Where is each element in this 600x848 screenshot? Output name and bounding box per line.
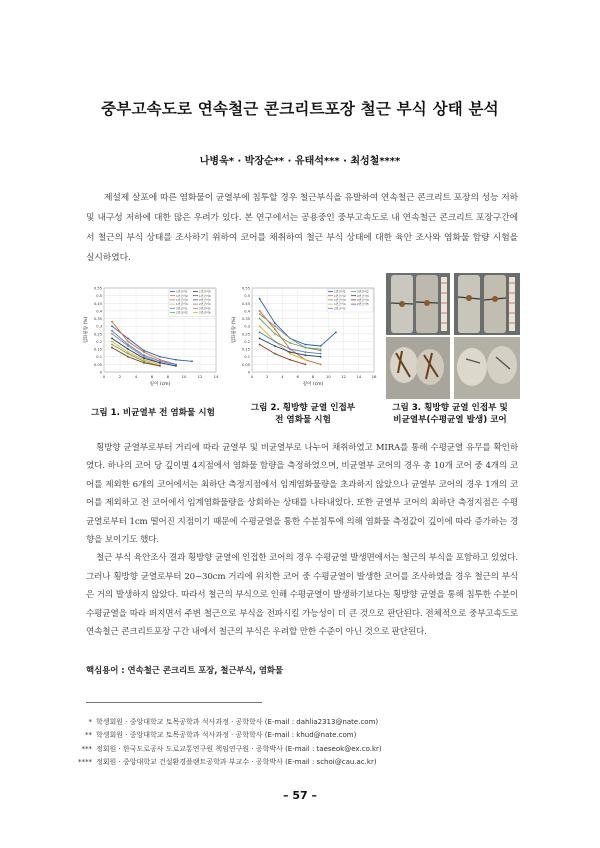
core-photo-left [386, 273, 450, 399]
core-photo-right [454, 273, 520, 399]
x-tick-label: 14 [213, 374, 219, 379]
figure-3-photos [384, 273, 522, 401]
footnotes [60, 716, 540, 770]
page-title: 중부고속도로 연속철근 콘크리트포장 철근 부식 상태 분석 [101, 100, 499, 118]
y-tick-label: 0.35 [241, 317, 250, 322]
x-tick-label: 10 [325, 374, 331, 379]
data-point [127, 344, 129, 346]
legend-entry: 1번코어3 [334, 298, 346, 302]
y-tick-label: 0.2 [96, 339, 102, 344]
data-point [111, 325, 113, 327]
footnote-1 [60, 716, 540, 729]
figure-3-caption-line-1: 그림 3. 횡방향 균열 인접부 및 [392, 403, 508, 413]
y-axis-label: 염화물량 (%) [84, 316, 89, 344]
footnote-3 [60, 743, 540, 756]
footnote-mark: **** [78, 758, 92, 767]
data-point [127, 348, 129, 350]
legend-entry: 2번코어4 [199, 302, 211, 307]
y-tick-label: 0.1 [96, 355, 102, 360]
data-point [191, 360, 193, 362]
data-point [111, 333, 113, 335]
data-point [274, 333, 276, 335]
data-point [175, 365, 177, 367]
data-point [304, 359, 306, 361]
x-tick-label: 0 [250, 374, 254, 379]
legend-entry: 1번코어3 [176, 298, 188, 302]
legend-entry: 1번코어1 [334, 289, 346, 294]
figure-3-caption-line-2: 비균열부(수평균열 발생) 코어 [393, 415, 507, 425]
chart-2-svg [230, 284, 380, 394]
x-tick-label: 4 [281, 374, 284, 379]
data-point [127, 353, 129, 355]
y-tick-label: 0.4 [96, 309, 102, 314]
data-point [143, 357, 145, 359]
data-point [274, 328, 276, 330]
data-point [143, 351, 145, 353]
x-tick-label: 8 [166, 374, 170, 379]
data-point [289, 351, 291, 353]
x-tick-label: 10 [181, 374, 187, 379]
x-tick-label: 6 [150, 374, 154, 379]
legend-entry: 2번코어1 [176, 306, 188, 311]
y-tick-label: 0.45 [241, 301, 250, 306]
data-point [304, 351, 306, 353]
data-point [289, 342, 291, 344]
data-point [289, 359, 291, 361]
data-point [111, 338, 113, 340]
data-point [304, 354, 306, 356]
body-paragraph-1: 횡방향 균열부로부터 거리에 따라 균열부 및 비균열부로 나누어 채취하였고 MIRA를 통해 수평균열 유무를 확인하였다. 하나의 코어 당 깊이별 4지점에서 염화물 함량을 측정하였으며, 비균열부 코어의 경우 총 10개 코어 중 4개의 코어를 제외한 6개의 코어에서는 최하단 측정지점에서 임계염화물량을 초과하지 않았으나 균열부 코어의 경우 1개의 코어를 제외하고 전 코어에서 임계염화물량을 상회하는 상태를 나타내었다. 또한 균열부 코어의 최하단 측정지점은 수평균열로부터 1cm 떨어진 지점이기 때문에 수평균열을 통한 수분침투에 의해 염화물 측정값이 깊이에 따라 증가하는 경향을 보이기도 했다. [86, 443, 518, 546]
y-tick-label: 0 [247, 370, 250, 375]
figure-2-caption [238, 402, 368, 426]
y-tick-label: 0.55 [93, 286, 102, 291]
abstract: 제설제 살포에 따른 염화물이 균열부에 침투할 경우 철근부식을 유발하여 연속철근 콘크리트 포장의 성능 저하 및 내구성 저하에 대한 많은 우려가 있다. 본 연구에서는 공용중인 중부고속도로 내 연속철근 콘크리트 포장구간에서 철근의 부식 상태를 조사하기 위하여 코어를 채취하여 철근 부식 상태에 대한 육안 조사와 염화물 함량 시험을 실시하였다. [86, 193, 518, 263]
data-point [320, 363, 322, 365]
data-point [111, 321, 113, 323]
data-point [289, 348, 291, 350]
y-tick-label: 0.05 [241, 362, 250, 367]
figure-2-caption-line-2: 전 염화물 시험 [275, 415, 331, 425]
data-point [175, 359, 177, 361]
legend-entry: 1번코어4 [176, 302, 188, 307]
x-tick-label: 12 [197, 374, 203, 379]
data-point [259, 338, 261, 340]
data-point [274, 322, 276, 324]
legend-entry: 1번코어2 [334, 293, 346, 298]
legend-entry: 1번코어2 [176, 293, 188, 298]
data-point [320, 356, 322, 358]
data-point [259, 318, 261, 320]
legend-entry: 2번코어3 [199, 298, 211, 302]
y-axis-label: 염화물량 (%) [232, 316, 237, 344]
data-point [259, 298, 261, 300]
x-axis-label: 깊이 (cm) [149, 382, 171, 387]
figure-3-caption [382, 402, 518, 426]
x-tick-label: 8 [311, 374, 315, 379]
footnote-text: 학생회원 · 중앙대학교 토목공학과 석사과정 · 공학학사 (E-mail : khud@nate.com) [96, 731, 357, 740]
data-point [320, 348, 322, 350]
body-text [86, 439, 518, 641]
data-point [320, 345, 322, 347]
data-point [127, 341, 129, 343]
data-point [274, 325, 276, 327]
figure-2-chart [230, 284, 380, 394]
x-tick-label: 2 [118, 374, 122, 379]
data-point [127, 356, 129, 358]
footnote-text: 정회원 · 중앙대학교 건설환경플랜트공학과 부교수 · 공학박사 (E-mail : schoi@cau.ac.kr) [96, 758, 377, 767]
page-number: – 57 – [283, 789, 317, 802]
x-tick-label: 12 [341, 374, 346, 379]
legend-entry: 2번코어2 [176, 310, 188, 315]
legend-entry: 2번코어5 [199, 306, 211, 311]
keywords: 핵심용어 : 연속철근 콘크리트 포장, 철근부식, 염화물 [86, 665, 284, 675]
data-point [159, 362, 161, 364]
legend-entry: 1번코어5 [199, 289, 211, 294]
x-tick-label: 6 [296, 374, 299, 379]
y-tick-label: 0.45 [93, 301, 102, 306]
data-point [304, 363, 306, 365]
data-point [127, 338, 129, 340]
y-tick-label: 0.35 [93, 317, 102, 322]
data-point [159, 356, 161, 358]
data-point [143, 354, 145, 356]
y-tick-label: 0.05 [93, 362, 102, 367]
figure-2-caption-line-1: 그림 2. 횡방향 균열 인접부 [250, 403, 356, 413]
x-tick-label: 2 [266, 374, 269, 379]
data-point [259, 325, 261, 327]
legend-entry: 2번코어2 [357, 289, 369, 294]
legend-entry: 2번코어1 [334, 306, 346, 311]
footnote-text: 정회원 · 한국도로공사 도로교통연구원 책임연구원 · 공학박사 (E-mail : taeseok@ex.co.kr) [96, 744, 382, 753]
y-tick-label: 0.3 [244, 324, 250, 329]
data-point [274, 345, 276, 347]
y-tick-label: 0.3 [96, 324, 102, 329]
data-point [289, 338, 291, 340]
x-tick-label: 16 [371, 374, 377, 379]
legend-entry: 2번코어5 [357, 302, 369, 307]
data-point [274, 341, 276, 343]
y-tick-label: 0.15 [93, 347, 102, 352]
data-point [159, 365, 161, 367]
x-tick-label: 4 [134, 374, 138, 379]
data-point [320, 353, 322, 355]
footnote-mark: ** [85, 731, 92, 740]
footnote-text: 학생회원 · 중앙대학교 토목공학과 석사과정 · 공학학사 (E-mail : dahlia2313@nate.com) [96, 718, 379, 726]
chart-1-svg [82, 284, 222, 394]
y-tick-label: 0.5 [244, 294, 250, 299]
data-point [111, 341, 113, 343]
data-point [274, 353, 276, 355]
footnote-mark: *** [81, 744, 92, 753]
footnote-2 [60, 729, 540, 742]
data-point [335, 331, 337, 333]
legend-entry: 1번코어4 [334, 302, 346, 307]
body-paragraph-2: 철근 부식 육안조사 결과 횡방향 균열에 인접한 코어의 경우 수평균열 발생면에서는 철근의 부식을 포함하고 있었다. 그러나 횡방향 균열로부터 20~30cm 거리에 위치한 코어 중 수평균열이 발생한 코어를 조사하였을 경우 철근의 부식은 거의 발생하지 않았다. 따라서 철근의 부식으로 인해 수평균열이 발생하기보다는 횡방향 균열을 통해 침투한 수분이 수평균열을 따라 퍼지면서 주변 철근으로 부식을 전파시킬 가능성이 더 큰 것으로 판단된다. 전체적으로 중부고속도로 연속철근 콘크리트포장 구간 내에서 철근의 부식은 우려할 만한 수준이 아닌 것으로 판단된다. [86, 553, 518, 638]
data-point [259, 313, 261, 315]
data-point [111, 347, 113, 349]
legend-entry: 1번코어6 [199, 293, 211, 298]
footnote-divider [86, 702, 262, 703]
x-axis-label: 깊이 (cm) [302, 382, 324, 387]
data-point [111, 344, 113, 346]
y-tick-label: 0.55 [241, 286, 250, 291]
legend-entry: 2번코어4 [357, 298, 369, 302]
data-point [259, 344, 261, 346]
data-point [111, 330, 113, 332]
figure-1-chart [82, 284, 222, 394]
figure-1-caption: 그림 1. 비균열부 전 염화물 시험 [91, 408, 215, 418]
data-point [259, 310, 261, 312]
legend-entry: 2번코어3 [357, 293, 369, 298]
x-tick-label: 0 [102, 374, 106, 379]
y-tick-label: 0.2 [244, 339, 250, 344]
y-tick-label: 0.4 [244, 309, 250, 314]
footnote-mark: * [88, 718, 92, 726]
data-point [259, 331, 261, 333]
legend-entry: 2번코어6 [199, 310, 211, 315]
data-point [143, 362, 145, 364]
y-tick-label: 0.15 [241, 347, 250, 352]
y-tick-label: 0.1 [244, 355, 250, 360]
y-tick-label: 0.25 [93, 332, 102, 337]
y-tick-label: 0 [99, 370, 102, 375]
y-tick-label: 0.25 [241, 332, 250, 337]
data-point [304, 347, 306, 349]
legend-entry: 1번코어1 [176, 289, 188, 294]
footnote-4 [60, 756, 540, 769]
y-tick-label: 0.5 [96, 294, 102, 299]
x-tick-label: 14 [356, 374, 362, 379]
authors: 나병욱* · 박장순** · 유태석*** · 최성철**** [199, 156, 401, 167]
data-point [304, 344, 306, 346]
